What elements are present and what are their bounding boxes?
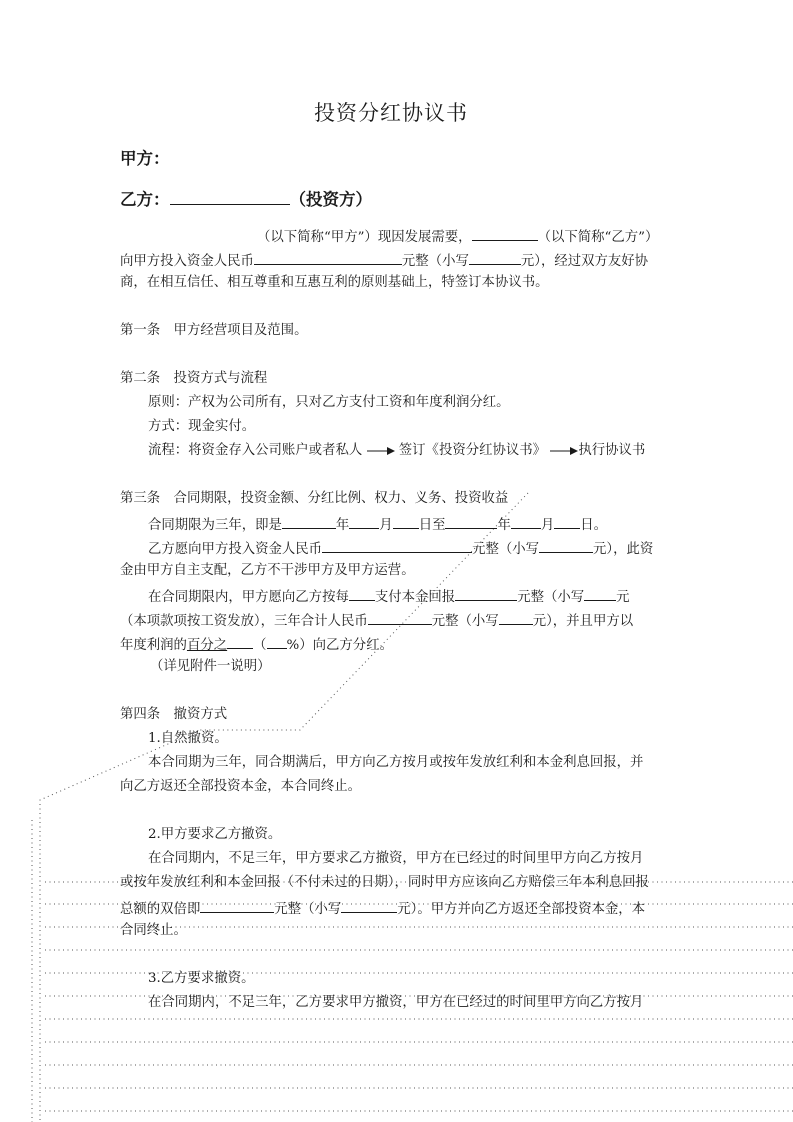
- article-4-section-2: 2.甲方要求乙方撤资。: [148, 827, 282, 842]
- article-3-investment-cont: 金由甲方自主支配，乙方不干涉甲方及甲方运营。: [120, 563, 415, 578]
- article-4-s2-line-1: 在合同期内，不足三年，甲方要求乙方撤资，甲方在已经过的时间里甲方向乙方按月: [148, 851, 644, 866]
- article-3-dividend: 年度利润的百分之 （ %）向乙方分红。: [120, 634, 393, 655]
- article-4-section-3: 3.乙方要求撤资。: [148, 971, 255, 986]
- arrow-right-icon: [367, 446, 395, 456]
- article-4-s2-line-4: 合同终止。: [120, 923, 187, 938]
- arrow-right-icon: [550, 446, 578, 456]
- article-2-flow: 流程：将资金存入公司账户或者私人 签订《投资分红协议书》 执行协议书: [148, 443, 646, 458]
- article-4-s1-line-1: 本合同期为三年，同合期满后，甲方向乙方按月或按年发放红利和本金利息回报，并: [148, 755, 644, 770]
- article-3-return-cont: （本项款项按工资发放），三年合计人民币 元整（小写 元），并且甲方以: [120, 610, 633, 631]
- article-3-heading: 第三条 合同期限，投资金额、分红比例、权力、义务、投资收益: [120, 491, 509, 506]
- party-b-line: [120, 190, 372, 209]
- article-1-heading: 第一条 甲方经营项目及范围。: [120, 323, 308, 338]
- article-2-principle: 原则：产权为公司所有，只对乙方支付工资和年度利润分红。: [148, 395, 510, 410]
- article-4-s1-line-2: 向乙方返还全部投资本金，本合同终止。: [120, 779, 362, 794]
- party-b-blank: [170, 190, 290, 205]
- article-4-s3-line-1: 在合同期内，不足三年，乙方要求甲方撤资，甲方在已经过的时间里甲方向乙方按月: [148, 995, 644, 1010]
- party-a-label: 甲方：: [120, 149, 170, 168]
- party-b-label: 乙方：: [120, 190, 170, 209]
- preamble-line-1: （以下简称“甲方”）现因发展需要， （以下简称“乙方”）: [257, 226, 658, 247]
- preamble-line-2: 向甲方投入资金人民币 元整（小写 元），经过双方友好协: [120, 250, 648, 271]
- article-2-method: 方式：现金实付。: [148, 419, 256, 434]
- article-2-heading: 第二条 投资方式与流程: [120, 371, 268, 386]
- article-3-return: 在合同期限内，甲方愿向乙方按每 支付本金回报 元整（小写 元: [148, 586, 630, 607]
- article-3-note: （详见附件一说明）: [150, 659, 271, 674]
- blank: [254, 250, 402, 265]
- article-3-investment: 乙方愿向甲方投入资金人民币 元整（小写 元），此资: [148, 538, 653, 559]
- article-4-section-1: 1.自然撤资。: [148, 731, 228, 746]
- party-b-suffix: （投资方）: [289, 190, 372, 209]
- preamble-line-3: 商，在相互信任、相互尊重和互惠互利的原则基础上，特签订本协议书。: [120, 275, 549, 290]
- article-4-s2-line-2: 或按年发放红利和本金回报（不付未过的日期），同时甲方应该向乙方赔偿三年本利息回报: [120, 875, 649, 890]
- blank: [472, 226, 538, 241]
- document-title: 投资分红协议书: [314, 101, 468, 125]
- blank: [469, 250, 521, 265]
- article-3-term: 合同期限为三年，即是 年 月 日至 年 月 日。: [148, 514, 607, 535]
- article-4-heading: 第四条 撤资方式: [120, 707, 228, 722]
- article-4-s2-line-3: 总额的双倍即 元整（小写 元）。甲方并向乙方返还全部投资本金，本: [120, 898, 645, 919]
